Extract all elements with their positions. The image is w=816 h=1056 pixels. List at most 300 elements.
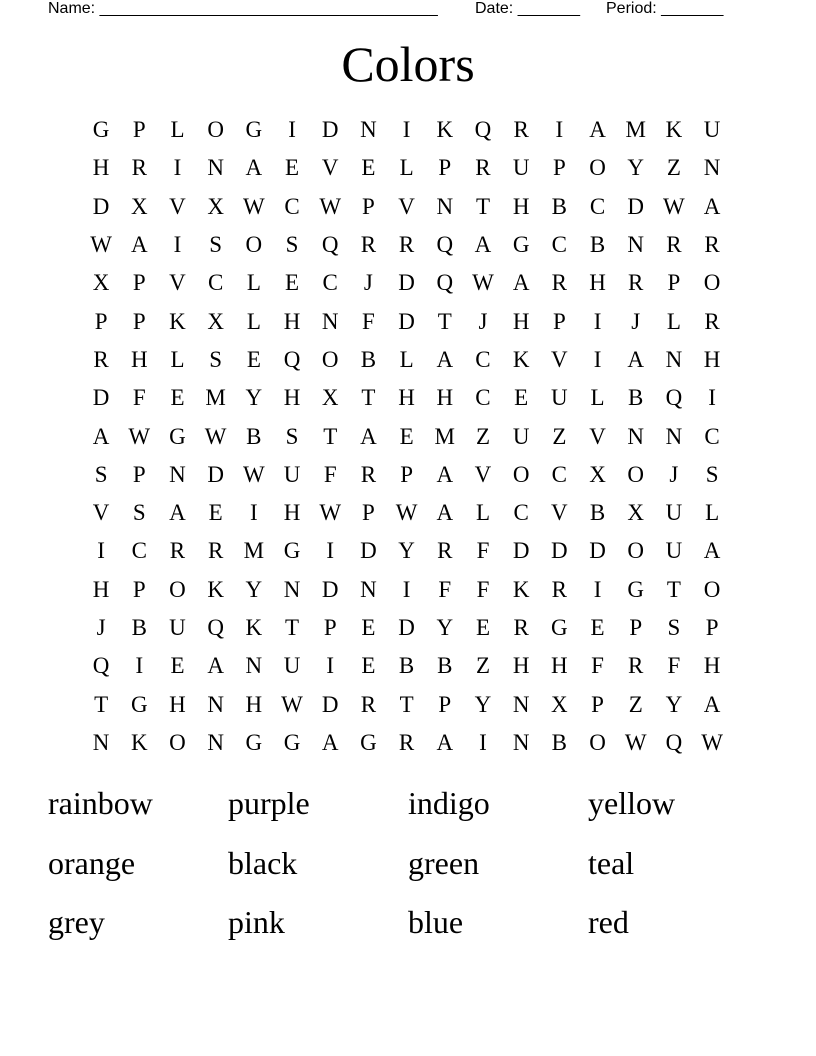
grid-letter: V [169, 193, 186, 219]
grid-letter: F [438, 576, 452, 602]
grid-letter: P [362, 500, 375, 526]
word-bank-item: orange [48, 844, 136, 881]
grid-letter: S [94, 461, 108, 487]
grid-letter: I [708, 385, 716, 411]
grid-letter: X [207, 308, 224, 334]
grid-letter: U [283, 461, 301, 487]
grid-letter: R [513, 615, 529, 640]
grid-letter: Z [628, 691, 643, 717]
grid-letter: O [169, 576, 186, 602]
word-search-grid [82, 111, 731, 762]
grid-letter: N [207, 691, 224, 717]
grid-letter: H [703, 346, 721, 372]
grid-letter: M [243, 538, 265, 564]
grid-letter: C [704, 423, 720, 449]
grid-letter: C [551, 461, 568, 487]
grid-letter: O [169, 729, 186, 755]
grid-letter: U [512, 423, 530, 449]
grid-letter: K [512, 576, 530, 602]
date-field-label: Date: _______ [475, 0, 580, 17]
grid-letter: A [245, 155, 263, 181]
grid-letter: S [285, 232, 299, 258]
grid-letter: O [207, 117, 224, 143]
grid-letter: M [625, 117, 646, 143]
grid-letter: Q [92, 653, 110, 679]
grid-letter: J [96, 615, 106, 640]
grid-letter: P [667, 270, 681, 296]
grid-letter: T [285, 615, 300, 640]
grid-letter: N [245, 653, 263, 679]
grid-letter: D [360, 538, 377, 564]
grid-letter: N [169, 461, 186, 487]
grid-letter: O [627, 538, 645, 564]
grid-letter: B [360, 346, 377, 372]
grid-letter: A [703, 691, 721, 717]
grid-letter: E [514, 385, 529, 411]
grid-letter: G [551, 615, 568, 640]
page-title: Colors [341, 36, 475, 92]
grid-letter: I [555, 117, 564, 143]
grid-letter: V [474, 461, 492, 487]
grid-letter: R [93, 346, 109, 372]
grid-letter: R [704, 308, 720, 334]
grid-letter: L [666, 308, 681, 334]
grid-letter: L [399, 155, 414, 181]
grid-letter: T [323, 423, 338, 449]
grid-letter: W [281, 691, 303, 717]
grid-letter: I [288, 117, 296, 143]
grid-letter: A [512, 270, 530, 296]
name-field-label: Name: ______________________________________ [48, 0, 438, 17]
grid-letter: X [321, 385, 339, 411]
grid-letter: A [474, 232, 492, 258]
grid-letter: C [513, 500, 529, 526]
grid-letter: A [436, 729, 454, 755]
grid-letter: R [131, 155, 147, 181]
grid-letter: U [512, 155, 530, 181]
grid-letter: I [593, 308, 602, 334]
grid-letter: E [285, 270, 300, 296]
grid-letter: U [551, 385, 568, 411]
grid-letter: D [512, 538, 530, 564]
grid-letter: Z [475, 423, 490, 449]
grid-letter: K [169, 308, 186, 334]
grid-letter: D [321, 576, 339, 602]
grid-letter: K [245, 615, 263, 640]
grid-letter: P [552, 308, 566, 334]
grid-letter: D [627, 193, 645, 219]
grid-letter: K [436, 117, 454, 143]
grid-letter: V [321, 155, 339, 181]
grid-letter: R [360, 461, 377, 487]
grid-letter: G [169, 423, 186, 449]
grid-letter: B [551, 193, 568, 219]
word-bank-item: rainbow [48, 785, 153, 822]
grid-letter: G [283, 729, 301, 755]
grid-letter: G [360, 729, 377, 755]
grid-letter: W [701, 729, 723, 755]
grid-letter: H [512, 653, 530, 679]
grid-letter: I [326, 538, 335, 564]
grid-letter: E [399, 423, 414, 449]
grid-letter: P [591, 691, 604, 717]
word-bank [48, 774, 768, 953]
grid-letter: J [669, 461, 679, 487]
grid-letter: M [434, 423, 455, 449]
grid-letter: C [207, 270, 224, 296]
word-bank-item: black [228, 844, 298, 881]
grid-letter: S [132, 500, 146, 526]
grid-letter: H [436, 385, 454, 411]
grid-letter: W [624, 729, 647, 755]
grid-letter: I [593, 346, 602, 372]
grid-letter: H [551, 653, 568, 679]
grid-letter: W [242, 193, 265, 219]
grid-letter: Q [436, 232, 454, 258]
grid-letter: F [591, 653, 604, 679]
grid-letter: W [319, 500, 342, 526]
grid-letter: A [436, 346, 454, 372]
grid-letter: B [398, 653, 415, 679]
grid-letter: B [628, 385, 644, 411]
grid-letter: O [589, 155, 606, 181]
grid-letter: V [92, 500, 110, 526]
grid-letter: A [436, 500, 454, 526]
grid-letter: N [703, 155, 721, 181]
grid-letter: Y [474, 691, 492, 717]
grid-letter: V [589, 423, 606, 449]
grid-letter: A [130, 232, 148, 258]
grid-letter: P [132, 270, 146, 296]
grid-letter: E [246, 346, 261, 372]
grid-letter: F [362, 308, 375, 334]
grid-letter: G [245, 117, 263, 143]
grid-letter: Y [436, 615, 454, 640]
grid-letter: Y [665, 691, 683, 717]
grid-letter: D [321, 117, 339, 143]
grid-letter: W [395, 500, 418, 526]
grid-letter: B [131, 615, 147, 640]
grid-letter: P [705, 615, 719, 640]
grid-letter: K [207, 576, 224, 602]
word-bank-item: red [588, 904, 629, 941]
grid-letter: Q [474, 117, 492, 143]
grid-letter: Y [398, 538, 415, 564]
grid-letter: B [246, 423, 262, 449]
grid-letter: O [512, 461, 530, 487]
grid-letter: H [703, 653, 721, 679]
grid-letter: P [132, 117, 146, 143]
grid-letter: N [207, 155, 224, 181]
grid-letter: R [398, 729, 415, 755]
grid-letter: C [551, 232, 568, 258]
grid-letter: A [207, 653, 224, 679]
grid-letter: I [250, 500, 258, 526]
grid-letter: A [360, 423, 377, 449]
grid-letter: Y [245, 576, 263, 602]
grid-letter: Q [665, 385, 683, 411]
grid-letter: L [705, 500, 720, 526]
grid-letter: R [704, 232, 720, 258]
grid-letter: O [703, 576, 721, 602]
grid-letter: C [475, 346, 491, 372]
grid-letter: D [398, 270, 415, 296]
grid-letter: Q [207, 615, 224, 640]
grid-letter: I [97, 538, 105, 564]
grid-letter: S [667, 615, 681, 640]
grid-letter: R [360, 232, 377, 258]
grid-letter: L [246, 270, 261, 296]
grid-letter: R [169, 538, 186, 564]
grid-letter: O [321, 346, 339, 372]
grid-letter: J [363, 270, 373, 296]
grid-letter: G [283, 538, 301, 564]
grid-letter: P [362, 193, 375, 219]
grid-letter: I [135, 653, 144, 679]
grid-letter: B [589, 500, 606, 526]
grid-letter: Q [665, 729, 683, 755]
grid-letter: C [322, 270, 338, 296]
grid-letter: K [130, 729, 148, 755]
grid-letter: N [321, 308, 339, 334]
grid-letter: T [666, 576, 681, 602]
grid-letter: F [323, 461, 337, 487]
grid-letter: N [512, 729, 530, 755]
grid-letter: E [361, 155, 376, 181]
grid-letter: H [398, 385, 415, 411]
grid-letter: H [512, 308, 530, 334]
grid-letter: R [513, 117, 529, 143]
grid-letter: S [705, 461, 719, 487]
grid-letter: R [666, 232, 682, 258]
grid-letter: Q [436, 270, 454, 296]
grid-letter: I [173, 155, 182, 181]
grid-letter: V [169, 270, 186, 296]
grid-letter: L [246, 308, 261, 334]
grid-letter: L [170, 117, 185, 143]
grid-letter: H [130, 346, 148, 372]
grid-letter: B [437, 653, 453, 679]
grid-letter: Q [283, 346, 301, 372]
grid-letter: P [438, 155, 452, 181]
grid-letter: B [551, 729, 568, 755]
grid-letter: H [589, 270, 606, 296]
grid-letter: S [209, 346, 223, 372]
grid-letter: U [665, 500, 683, 526]
grid-letter: M [205, 385, 226, 411]
worksheet-header [48, 0, 748, 20]
grid-letter: G [130, 691, 148, 717]
grid-letter: L [170, 346, 185, 372]
grid-letter: I [402, 576, 411, 602]
grid-letter: N [360, 576, 377, 602]
grid-letter: E [170, 653, 185, 679]
grid-letter: C [131, 538, 147, 564]
grid-letter: N [665, 346, 683, 372]
grid-letter: P [94, 308, 108, 334]
grid-letter: I [173, 232, 182, 258]
grid-letter: P [438, 691, 452, 717]
grid-letter: T [94, 691, 109, 717]
grid-letter: H [169, 691, 186, 717]
grid-letter: Z [666, 155, 681, 181]
grid-letter: G [92, 117, 110, 143]
grid-letter: H [245, 691, 263, 717]
grid-letter: O [245, 232, 263, 258]
grid-letter: N [92, 729, 110, 755]
grid-letter: N [207, 729, 224, 755]
grid-letter: J [478, 308, 488, 334]
grid-letter: V [551, 346, 568, 372]
grid-letter: C [475, 385, 491, 411]
grid-letter: A [703, 193, 721, 219]
grid-letter: H [92, 576, 110, 602]
grid-letter: I [326, 653, 335, 679]
grid-letter: X [589, 461, 606, 487]
word-bank-item: grey [48, 904, 105, 941]
grid-letter: H [283, 500, 301, 526]
grid-letter: D [92, 193, 110, 219]
grid-letter: U [665, 538, 683, 564]
grid-letter: P [629, 615, 643, 640]
grid-letter: U [169, 615, 186, 640]
grid-letter: D [92, 385, 110, 411]
grid-letter: T [361, 385, 376, 411]
grid-letter: R [360, 691, 377, 717]
grid-letter: P [552, 155, 566, 181]
grid-letter: F [476, 538, 490, 564]
grid-letter: S [285, 423, 299, 449]
grid-letter: D [589, 538, 606, 564]
grid-letter: G [627, 576, 645, 602]
grid-letter: N [512, 691, 530, 717]
grid-letter: C [589, 193, 606, 219]
grid-letter: Y [627, 155, 645, 181]
grid-letter: X [207, 193, 224, 219]
grid-letter: P [323, 615, 337, 640]
grid-letter: V [398, 193, 415, 219]
grid-letter: N [283, 576, 301, 602]
grid-letter: N [360, 117, 377, 143]
grid-letter: N [436, 193, 454, 219]
grid-letter: U [283, 653, 301, 679]
word-bank-item: blue [408, 904, 464, 941]
grid-letter: P [132, 576, 146, 602]
grid-letter: O [703, 270, 721, 296]
grid-letter: O [627, 461, 645, 487]
grid-letter: N [627, 423, 645, 449]
grid-letter: Z [552, 423, 567, 449]
grid-letter: X [92, 270, 110, 296]
grid-letter: D [207, 461, 224, 487]
grid-letter: E [475, 615, 490, 640]
grid-letter: W [90, 232, 112, 258]
grid-letter: X [130, 193, 148, 219]
grid-letter: W [242, 461, 265, 487]
grid-letter: R [628, 653, 644, 679]
grid-letter: N [627, 232, 645, 258]
word-bank-item: indigo [408, 785, 490, 822]
grid-letter: A [169, 500, 186, 526]
grid-letter: I [402, 117, 411, 143]
grid-letter: L [399, 346, 414, 372]
grid-letter: B [589, 232, 606, 258]
grid-letter: E [590, 615, 605, 640]
grid-letter: W [128, 423, 151, 449]
grid-letter: F [476, 576, 490, 602]
grid-letter: A [703, 538, 721, 564]
grid-letter: F [132, 385, 146, 411]
word-bank-item: green [408, 844, 480, 881]
grid-letter: D [398, 615, 415, 640]
grid-letter: Y [245, 385, 263, 411]
grid-letter: G [512, 232, 530, 258]
grid-letter: I [593, 576, 602, 602]
grid-letter: F [667, 653, 681, 679]
grid-letter: O [589, 729, 606, 755]
grid-letter: R [207, 538, 224, 564]
grid-letter: A [321, 729, 339, 755]
word-bank-item: yellow [588, 785, 676, 822]
grid-letter: Q [321, 232, 339, 258]
grid-letter: D [551, 538, 568, 564]
grid-letter: P [132, 308, 146, 334]
grid-letter: J [631, 308, 641, 334]
grid-letter: G [245, 729, 263, 755]
grid-letter: R [551, 270, 568, 296]
grid-letter: A [627, 346, 645, 372]
grid-letter: L [590, 385, 605, 411]
grid-letter: H [92, 155, 110, 181]
grid-letter: D [321, 691, 339, 717]
grid-letter: N [665, 423, 683, 449]
grid-letter: A [589, 117, 606, 143]
grid-letter: E [361, 615, 376, 640]
word-bank-item: teal [588, 844, 635, 881]
grid-letter: I [479, 729, 487, 755]
grid-letter: U [703, 117, 721, 143]
grid-letter: R [628, 270, 644, 296]
grid-letter: Z [475, 653, 490, 679]
grid-letter: K [665, 117, 683, 143]
grid-letter: R [551, 576, 568, 602]
grid-letter: A [92, 423, 110, 449]
grid-letter: W [319, 193, 342, 219]
grid-letter: D [398, 308, 415, 334]
grid-letter: X [627, 500, 645, 526]
grid-letter: T [437, 308, 452, 334]
grid-letter: T [399, 691, 414, 717]
grid-letter: H [512, 193, 530, 219]
grid-letter: E [208, 500, 223, 526]
period-field-label: Period: _______ [606, 0, 724, 17]
grid-letter: R [475, 155, 491, 181]
grid-letter: A [436, 461, 454, 487]
grid-letter: L [475, 500, 490, 526]
grid-letter: P [132, 461, 146, 487]
grid-letter: H [283, 308, 301, 334]
grid-letter: W [204, 423, 227, 449]
grid-letter: W [472, 270, 494, 296]
grid-letter: T [475, 193, 490, 219]
grid-letter: E [170, 385, 185, 411]
grid-letter: S [209, 232, 223, 258]
grid-letter: H [283, 385, 301, 411]
word-bank-item: pink [228, 904, 285, 941]
grid-letter: X [551, 691, 568, 717]
grid-letter: R [398, 232, 415, 258]
grid-letter: K [512, 346, 530, 372]
